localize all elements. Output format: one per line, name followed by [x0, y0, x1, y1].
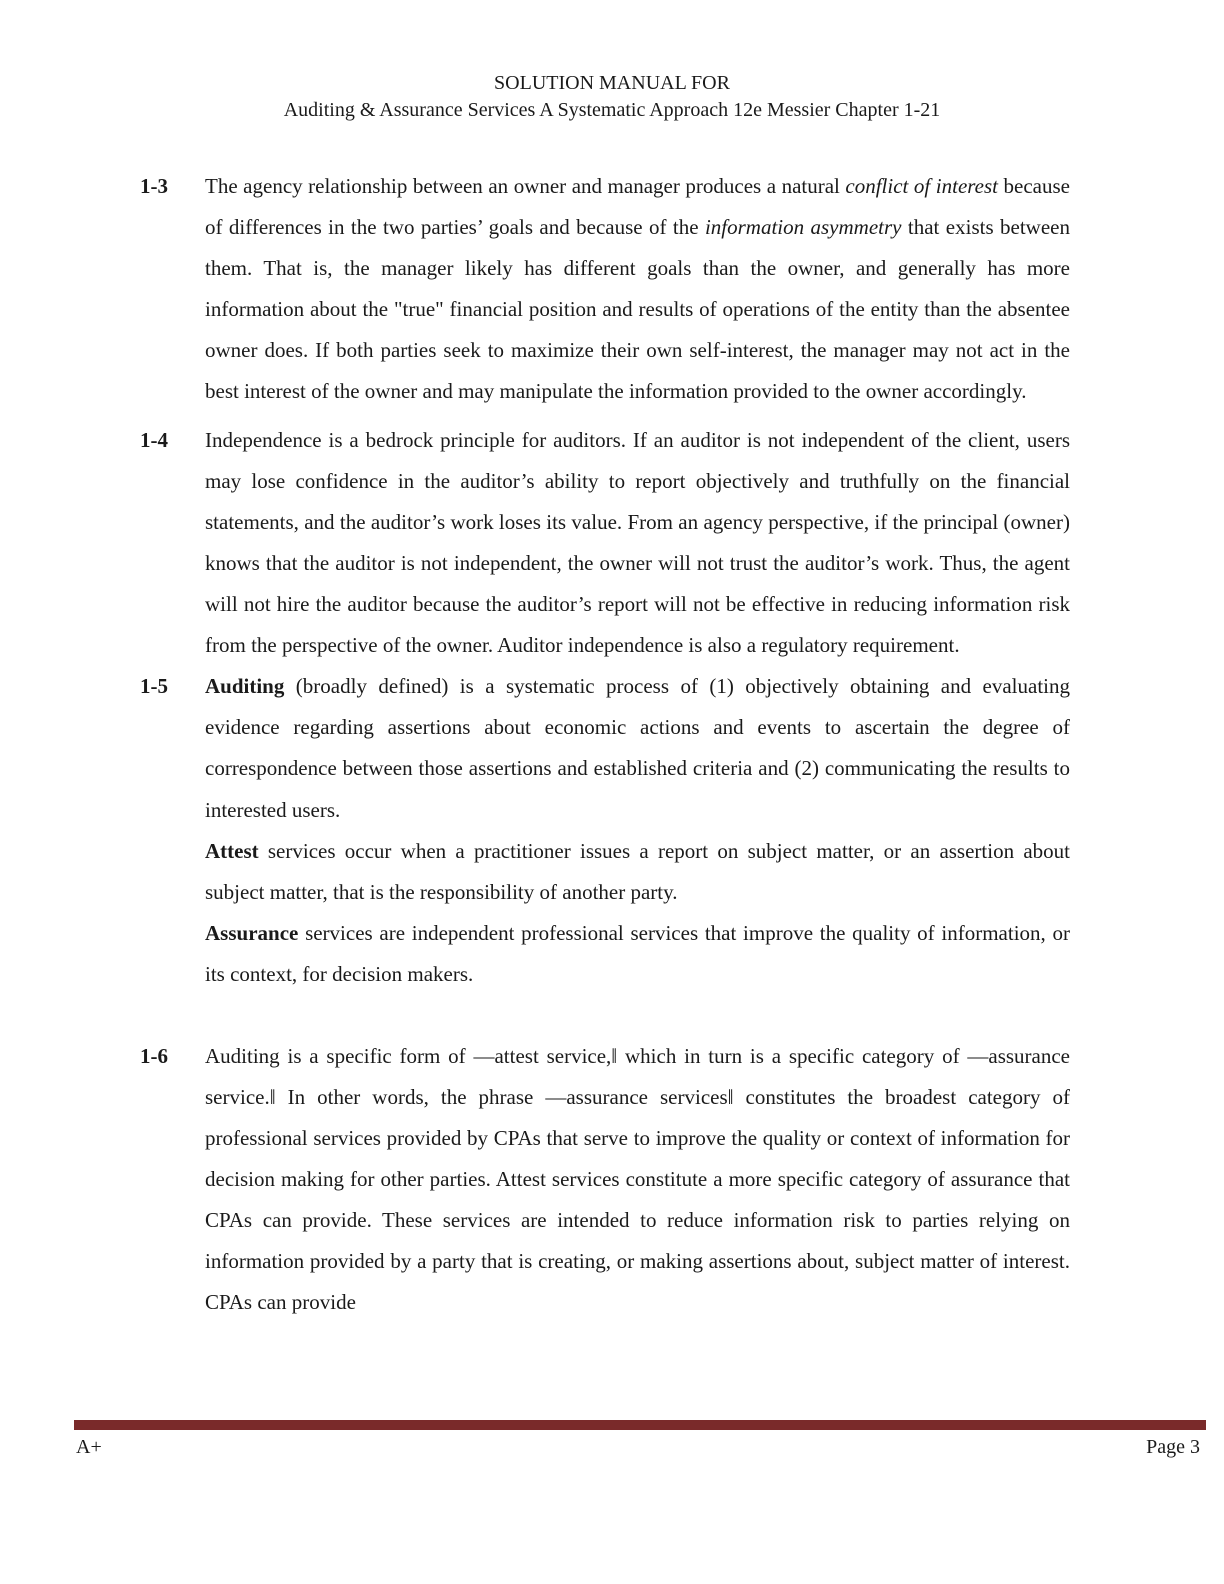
auditing-definition [205, 666, 1070, 831]
definition-text: services are independent professional services that improve the quality of information, or its context, for decision makers. [205, 921, 1070, 987]
page-number: Page 3 [1146, 1436, 1200, 1458]
header-subtitle: Auditing & Assurance Services A Systematic Approach 12e Messier Chapter 1-21 [283, 99, 941, 121]
answer-paragraph: Auditing is a specific form of ―attest service,‖ which in turn is a specific category of ―assurance service.‖ In other words, the phrase ―assurance services‖ constitutes the broadest category of professional services provided by CPAs that serve to improve the quality or context of information for decision making for other parties. Attest services constitute a more specific category of assurance that CPAs can provide. These services are intended to reduce information risk to parties relying on information provided by a party that is creating, or making assertions about, subject matter of interest. CPAs can provide [205, 1043, 1070, 1314]
question-1-3 [140, 166, 1070, 412]
footer-left-text: A+ [76, 1436, 102, 1458]
answer-paragraph: Independence is a bedrock principle for auditors. If an auditor is not independent of the client, users may lose confidence in the auditor’s ability to report objectively and truthfully on the financial statements, and the auditor’s work loses its value. From an agency perspective, if the principal (owner) knows that the auditor is not independent, the owner will not trust the auditor’s work. Thus, the agent will not hire the auditor because the auditor’s report will not be effective in reducing information risk from the perspective of the owner. Auditor independence is also a regulatory requirement. [205, 428, 1070, 657]
definition-text: services occur when a practitioner issues a report on subject matter, or an assertion about subject matter, that is the responsibility of another party. [205, 838, 1070, 905]
defined-term: Auditing [205, 674, 285, 698]
footer-divider [74, 1420, 1206, 1430]
question-1-6 [140, 1036, 1070, 1323]
answer-paragraph [205, 166, 1070, 412]
question-number: 1-4 [140, 428, 168, 452]
question-number: 1-3 [140, 174, 168, 198]
header-title: SOLUTION MANUAL FOR [494, 72, 730, 94]
question-number: 1-5 [140, 674, 168, 698]
attest-definition [205, 831, 1070, 913]
answer-text: The agency relationship between an owner and manager produces a natural [205, 174, 846, 198]
question-number: 1-6 [140, 1043, 168, 1068]
defined-term: Attest [205, 838, 259, 863]
question-1-5 [140, 666, 1070, 996]
question-1-4 [140, 420, 1070, 666]
answer-text: because of differences in the two parties’ goals and because of the [205, 174, 1070, 239]
document-body [140, 166, 1070, 1323]
defined-term: Assurance [205, 921, 299, 946]
emphasis-term: information asymmetry [704, 215, 902, 239]
assurance-definition [205, 913, 1070, 995]
answer-text: that exists between them. That is, the manager likely has different goals than the owner, and generally has more information about the "true" financial position and results of operations of the entity than the absentee owner does. If both parties seek to maximize their own self-interest, the manager may not act in the best interest of the owner and may manipulate the information provided to the owner accordingly. [205, 215, 1070, 403]
emphasis-term: conflict of interest [845, 174, 998, 198]
page-header [0, 70, 1224, 124]
definition-text: (broadly defined) is a systematic process of (1) objectively obtaining and evaluating evidence regarding assertions about economic actions and events to ascertain the degree of correspondence between those assertions and established criteria and (2) communicating the results to interested users. [205, 674, 1070, 822]
